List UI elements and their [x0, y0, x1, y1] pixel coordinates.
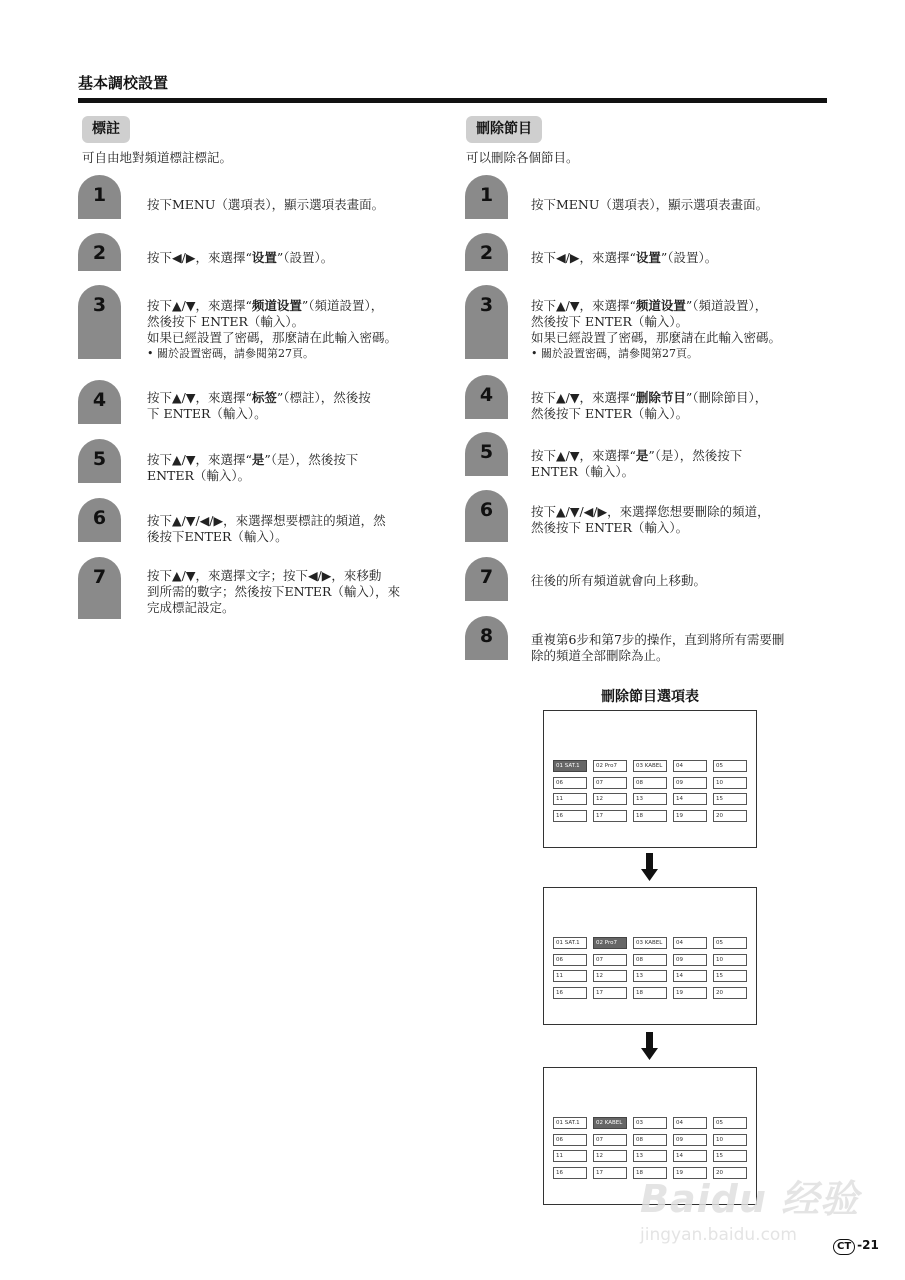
label-step-3-text — [147, 298, 397, 362]
section-tab-delete: 刪除節目 — [466, 116, 542, 143]
step-line: 按下▲/▼，來選擇“频道设置”（頻道設置）， — [147, 298, 384, 313]
channel-cell[interactable]: 11 — [553, 1150, 587, 1162]
delete-step-8-badge: 8 — [465, 616, 508, 660]
delete-step-5-text — [531, 448, 742, 480]
label-step-7-text — [147, 568, 400, 616]
step-line: 按下MENU（選項表），顯示選項表畫面。 — [531, 197, 769, 212]
delete-step-3-badge: 3 — [465, 285, 508, 359]
arrow-down-icon — [641, 1032, 658, 1060]
delete-step-1-text — [531, 197, 768, 213]
channel-cell[interactable]: 07 — [593, 954, 627, 966]
channel-cell[interactable]: 06 — [553, 777, 587, 789]
channel-cell[interactable]: 20 — [713, 1167, 747, 1179]
step-line: 然後按下 ENTER（輸入）。 — [147, 314, 305, 329]
channel-cell[interactable]: 08 — [633, 777, 667, 789]
channel-cell[interactable]: 16 — [553, 810, 587, 822]
section-description-delete: 可以刪除各個節目。 — [466, 150, 579, 165]
section-description-label: 可自由地對頻道標註標記。 — [82, 150, 233, 165]
channel-cell[interactable]: 07 — [593, 1134, 627, 1146]
delete-step-2-text — [531, 250, 717, 266]
step-line: 後按下ENTER（輸入）。 — [147, 529, 288, 544]
page-number-text: -21 — [857, 1238, 879, 1252]
label-step-5-text — [147, 452, 358, 484]
label-step-2-badge: 2 — [78, 233, 121, 271]
step-line: 到所需的數字；然後按下ENTER（輸入），來 — [147, 584, 401, 599]
channel-cell[interactable]: 17 — [593, 987, 627, 999]
delete-step-7-text — [531, 573, 706, 589]
channel-cell[interactable]: 10 — [713, 1134, 747, 1146]
menu-title: 刪除節目選項表 — [601, 689, 699, 705]
channel-cell[interactable]: 08 — [633, 954, 667, 966]
channel-cell[interactable]: 18 — [633, 1167, 667, 1179]
watermark-url: jingyan.baidu.com — [640, 1225, 797, 1245]
channel-cell[interactable]: 02 KABEL — [593, 1117, 627, 1129]
channel-cell[interactable]: 09 — [673, 954, 707, 966]
channel-cell[interactable]: 13 — [633, 1150, 667, 1162]
arrow-down-icon — [641, 853, 658, 881]
step-line: 按下▲/▼，來選擇“是”（是），然後按下 — [147, 452, 359, 467]
channel-cell[interactable]: 03 KABEL — [633, 937, 667, 949]
step-line: 下 ENTER（輸入）。 — [147, 406, 267, 421]
region-badge: CT — [833, 1239, 855, 1255]
delete-step-5-badge: 5 — [465, 432, 508, 476]
label-step-4-text — [147, 390, 371, 422]
delete-step-7-badge: 7 — [465, 557, 508, 601]
channel-cell[interactable]: 04 — [673, 760, 707, 772]
step-note: • 關於設置密碼，請參閱第27頁。 — [147, 347, 314, 360]
channel-cell[interactable]: 11 — [553, 970, 587, 982]
step-line: 除的頻道全部刪除為止。 — [531, 648, 669, 663]
channel-list-screen-1 — [543, 710, 757, 848]
channel-cell[interactable]: 05 — [713, 1117, 747, 1129]
step-line: 往後的所有頻道就會向上移動。 — [531, 573, 707, 588]
channel-cell[interactable]: 15 — [713, 1150, 747, 1162]
channel-cell[interactable]: 12 — [593, 1150, 627, 1162]
channel-cell[interactable]: 20 — [713, 810, 747, 822]
channel-cell[interactable]: 04 — [673, 1117, 707, 1129]
channel-cell[interactable]: 19 — [673, 1167, 707, 1179]
channel-cell[interactable]: 18 — [633, 987, 667, 999]
page-title: 基本調校設置 — [78, 74, 169, 92]
label-step-6-badge: 6 — [78, 498, 121, 542]
step-line: 按下▲/▼，來選擇“删除节目”（刪除節目）， — [531, 390, 768, 405]
step-line: 然後按下 ENTER（輸入）。 — [531, 314, 689, 329]
step-line: 按下▲/▼/◀/▶，來選擇想要標註的頻道，然 — [147, 513, 386, 528]
step-line: 然後按下 ENTER（輸入）。 — [531, 406, 689, 421]
step-line: ENTER（輸入）。 — [531, 464, 635, 479]
channel-cell[interactable]: 12 — [593, 970, 627, 982]
channel-cell[interactable]: 14 — [673, 793, 707, 805]
channel-cell[interactable]: 19 — [673, 987, 707, 999]
label-step-7-badge: 7 — [78, 557, 121, 619]
label-step-5-badge: 5 — [78, 439, 121, 483]
step-line: 然後按下 ENTER（輸入）。 — [531, 520, 689, 535]
channel-cell[interactable]: 14 — [673, 970, 707, 982]
delete-step-4-badge: 4 — [465, 375, 508, 419]
step-line: 完成標記設定。 — [147, 600, 235, 615]
delete-step-6-badge: 6 — [465, 490, 508, 542]
channel-cell[interactable]: 15 — [713, 970, 747, 982]
channel-cell[interactable]: 11 — [553, 793, 587, 805]
channel-cell[interactable]: 16 — [553, 987, 587, 999]
channel-cell[interactable]: 01 SAT.1 — [553, 1117, 587, 1129]
channel-cell[interactable]: 17 — [593, 1167, 627, 1179]
step-line: 如果已經設置了密碼，那麼請在此輸入密碼。 — [147, 330, 398, 345]
channel-cell[interactable]: 03 — [633, 1117, 667, 1129]
step-line: ENTER（輸入）。 — [147, 468, 251, 483]
delete-step-1-badge: 1 — [465, 175, 508, 219]
step-line: 按下▲/▼，來選擇“频道设置”（頻道設置）， — [531, 298, 768, 313]
channel-cell[interactable]: 03 KABEL — [633, 760, 667, 772]
channel-cell[interactable]: 13 — [633, 970, 667, 982]
channel-cell[interactable]: 14 — [673, 1150, 707, 1162]
label-step-3-badge: 3 — [78, 285, 121, 359]
channel-cell[interactable]: 04 — [673, 937, 707, 949]
channel-cell[interactable]: 09 — [673, 1134, 707, 1146]
channel-cell[interactable]: 20 — [713, 987, 747, 999]
step-note: • 關於設置密碼，請參閱第27頁。 — [531, 347, 698, 360]
channel-cell[interactable]: 18 — [633, 810, 667, 822]
label-step-6-text — [147, 513, 386, 545]
channel-cell[interactable]: 06 — [553, 954, 587, 966]
channel-list-screen-2 — [543, 887, 757, 1025]
channel-cell[interactable]: 12 — [593, 793, 627, 805]
channel-cell[interactable]: 06 — [553, 1134, 587, 1146]
channel-cell[interactable]: 01 SAT.1 — [553, 760, 587, 772]
watermark-logo: Baidu 经验 — [640, 1177, 860, 1221]
channel-cell[interactable]: 05 — [713, 937, 747, 949]
channel-cell[interactable]: 10 — [713, 777, 747, 789]
channel-cell[interactable]: 09 — [673, 777, 707, 789]
channel-cell[interactable]: 02 Pro7 — [593, 937, 627, 949]
channel-cell[interactable]: 10 — [713, 954, 747, 966]
step-line: 按下◀/▶，來選擇“设置”（設置）。 — [531, 250, 718, 265]
channel-cell[interactable]: 05 — [713, 760, 747, 772]
channel-cell[interactable]: 13 — [633, 793, 667, 805]
channel-cell[interactable]: 19 — [673, 810, 707, 822]
label-step-1-badge: 1 — [78, 175, 121, 219]
step-line: 按下▲/▼，來選擇“标签”（標註），然後按 — [147, 390, 371, 405]
channel-cell[interactable]: 15 — [713, 793, 747, 805]
delete-step-3-text — [531, 298, 781, 362]
step-line: 按下▲/▼，來選擇“是”（是），然後按下 — [531, 448, 743, 463]
step-line: 按下MENU（選項表），顯示選項表畫面。 — [147, 197, 385, 212]
channel-cell[interactable]: 16 — [553, 1167, 587, 1179]
delete-step-4-text — [531, 390, 767, 422]
label-step-1-text — [147, 197, 384, 213]
channel-cell[interactable]: 17 — [593, 810, 627, 822]
channel-cell[interactable]: 01 SAT.1 — [553, 937, 587, 949]
step-line: 按下◀/▶，來選擇“设置”（設置）。 — [147, 250, 334, 265]
label-step-2-text — [147, 250, 333, 266]
page-number — [833, 1238, 879, 1255]
delete-step-2-badge: 2 — [465, 233, 508, 271]
watermark — [640, 1168, 859, 1245]
step-line: 按下▲/▼/◀/▶，來選擇您想要刪除的頻道， — [531, 504, 770, 519]
step-line: 重複第6步和第7步的操作，直到將所有需要刪 — [531, 632, 785, 647]
delete-step-6-text — [531, 504, 770, 536]
header-rule — [78, 98, 827, 103]
label-step-4-badge: 4 — [78, 380, 121, 424]
delete-step-8-text — [531, 632, 784, 664]
channel-cell[interactable]: 07 — [593, 777, 627, 789]
channel-cell[interactable]: 08 — [633, 1134, 667, 1146]
section-tab-label: 標註 — [82, 116, 130, 143]
channel-cell[interactable]: 02 Pro7 — [593, 760, 627, 772]
step-line: 如果已經設置了密碼，那麼請在此輸入密碼。 — [531, 330, 782, 345]
step-line: 按下▲/▼，來選擇文字；按下◀/▶，來移動 — [147, 568, 382, 583]
